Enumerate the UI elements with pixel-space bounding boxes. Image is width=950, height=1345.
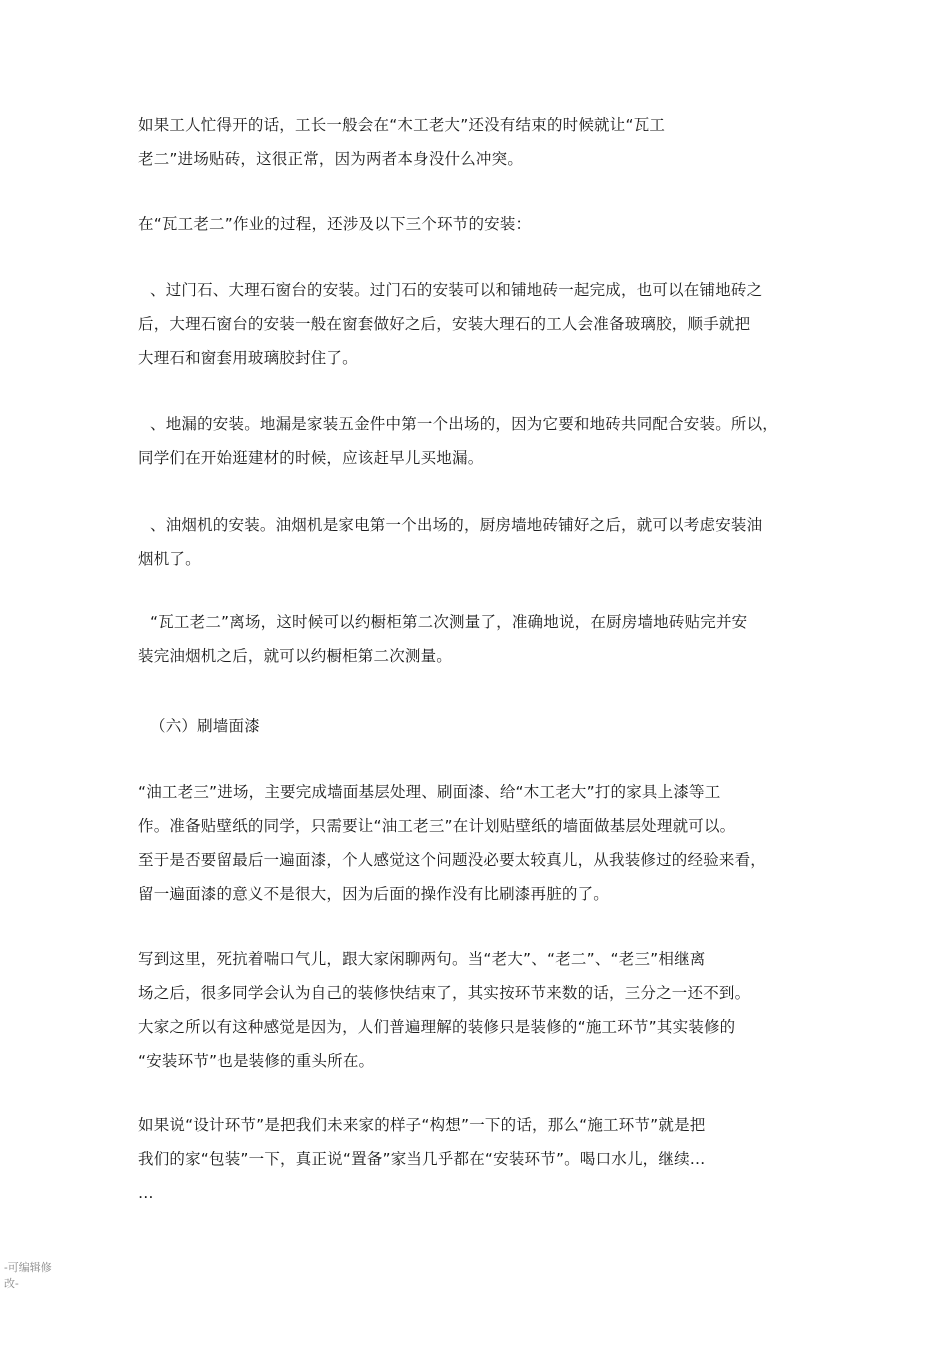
text-line: 在“瓦工老二”作业的过程，还涉及以下三个环节的安装： <box>138 215 532 233</box>
text-line: 装完油烟机之后，就可以约橱柜第二次测量。 <box>138 647 453 665</box>
footer-line: -可编辑修 <box>4 1261 52 1274</box>
text-line: 至于是否要留最后一遍面漆，个人感觉这个问题没必要太较真儿，从我装修过的经验来看， <box>138 851 767 869</box>
text-line: 、过门石、大理石窗台的安装。过门石的安装可以和铺地砖一起完成，也可以在铺地砖之 <box>150 281 763 299</box>
paragraph-chat-aside <box>138 942 828 1078</box>
text-line: 、地漏的安装。地漏是家装五金件中第一个出场的，因为它要和地砖共同配合安装。所以， <box>150 415 779 433</box>
text-line: 场之后，很多同学会认为自己的装修快结束了，其实按环节来数的话，三分之一还不到。 <box>138 984 751 1002</box>
paragraph-work-overlap <box>138 108 828 176</box>
section-heading: （六）刷墙面漆 <box>150 717 260 735</box>
paragraph-tiler-leaves <box>138 605 828 673</box>
text-line: 老二”进场贴砖，这很正常，因为两者本身没什么冲突。 <box>138 150 524 168</box>
text-line: 如果说“设计环节”是把我们未来家的样子“构想”一下的话，那么“施工环节”就是把 <box>138 1116 706 1134</box>
paragraph-installation-phase <box>138 1108 828 1210</box>
section-heading-wall-paint <box>138 709 828 743</box>
text-line: 大家之所以有这种感觉是因为，人们普遍理解的装修只是装修的“施工环节”其实装修的 <box>138 1018 736 1036</box>
text-line: 留一遍面漆的意义不是很大，因为后面的操作没有比刷漆再脏的了。 <box>138 885 610 903</box>
text-line: 烟机了。 <box>138 550 201 568</box>
page-footer-note <box>4 1260 64 1292</box>
text-line: 、油烟机的安装。油烟机是家电第一个出场的，厨房墙地砖铺好之后，就可以考虑安装油 <box>150 516 763 534</box>
paragraph-threshold-stone <box>138 273 828 375</box>
text-line: 如果工人忙得开的话，工长一般会在“木工老大”还没有结束的时候就让“瓦工 <box>138 116 666 134</box>
text-line: “安装环节”也是装修的重头所在。 <box>138 1052 375 1070</box>
text-line: 我们的家“包装”一下，真正说“置备”家当几乎都在“安装环节”。喝口水儿，继续… <box>138 1150 706 1168</box>
text-line: 大理石和窗套用玻璃胶封住了。 <box>138 349 358 367</box>
text-line: … <box>138 1184 154 1202</box>
paragraph-painter-enters <box>138 775 828 911</box>
paragraph-three-installations-intro <box>138 207 828 241</box>
paragraph-range-hood <box>138 508 828 576</box>
text-line: “瓦工老二”离场，这时候可以约橱柜第二次测量了，准确地说，在厨房墙地砖贴完并安 <box>150 613 748 631</box>
footer-line: 改- <box>4 1277 19 1290</box>
text-line: 写到这里，死抗着喘口气儿，跟大家闲聊两句。当“老大”、“老二”、“老三”相继离 <box>138 950 706 968</box>
text-line: “油工老三”进场，主要完成墙面基层处理、刷面漆、给“木工老大”打的家具上漆等工 <box>138 783 721 801</box>
paragraph-floor-drain <box>138 407 828 475</box>
text-line: 作。准备贴壁纸的同学，只需要让“油工老三”在计划贴壁纸的墙面做基层处理就可以。 <box>138 817 736 835</box>
text-line: 后，大理石窗台的安装一般在窗套做好之后，安装大理石的工人会准备玻璃胶，顺手就把 <box>138 315 751 333</box>
text-line: 同学们在开始逛建材的时候，应该赶早儿买地漏。 <box>138 449 484 467</box>
